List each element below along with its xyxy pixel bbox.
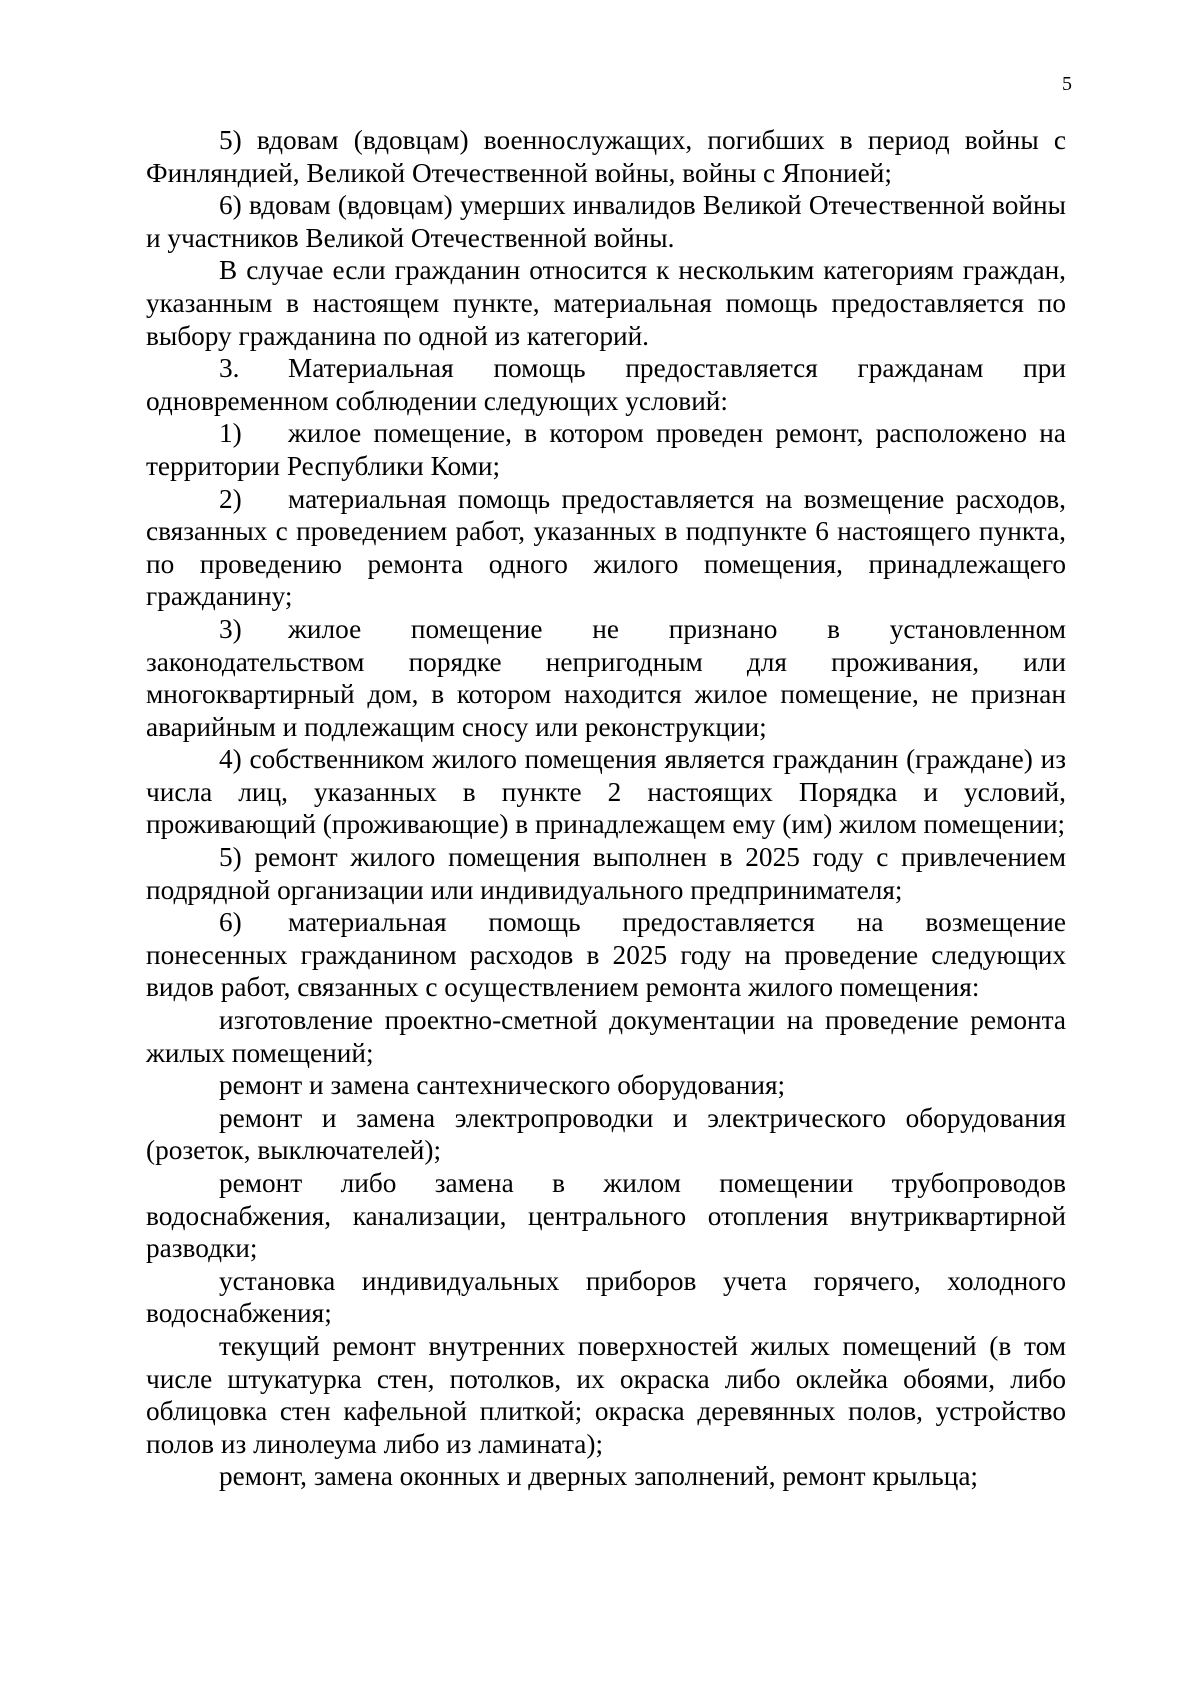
paragraph-number: 3) — [219, 613, 242, 644]
paragraph — [146, 1265, 1066, 1330]
paragraph-text: ремонт либо замена в жилом помещении трубопроводов водоснабжения, канализации, центрального отопления внутриквартирной разводки; — [146, 1168, 1066, 1264]
paragraph-text: жилое помещение не признано в установленном законодательством порядке непригодным для проживания, или многоквартирный дом, в котором находится жилое помещение, не признан аварийным и подлежащим сносу или реконструкции; — [146, 613, 1066, 742]
paragraph-text: изготовление проектно-сметной документации на проведение ремонта жилых помещений; — [146, 1005, 1066, 1068]
paragraph — [146, 1460, 1066, 1493]
document-body — [146, 124, 1066, 1493]
paragraph-text: материальная помощь предоставляется на возмещение понесенных гражданином расходов в 2025 году на проведение следующих видов работ, связанных с осуществлением ремонта жилого помещения: — [146, 907, 1066, 1003]
paragraph-number: 2) — [219, 483, 242, 514]
paragraph-text: 5) вдовам (вдовцам) военнослужащих, погибших в период войны с Финляндией, Великой Отечественной войны, войны с Японией; — [146, 125, 1066, 188]
paragraph — [146, 1069, 1066, 1102]
paragraph-text: 5) ремонт жилого помещения выполнен в 2025 году с привлечением подрядной организации или индивидуального предпринимателя; — [146, 842, 1066, 905]
paragraph-text: жилое помещение, в котором проведен ремонт, расположено на территории Республики Коми; — [146, 418, 1066, 481]
paragraph — [146, 743, 1066, 841]
paragraph — [146, 254, 1066, 352]
paragraph-text: 6) вдовам (вдовцам) умерших инвалидов Великой Отечественной войны и участников Великой Отечественной войны. — [146, 190, 1066, 253]
paragraph — [146, 841, 1066, 906]
paragraph — [146, 483, 1066, 613]
paragraph — [146, 1167, 1066, 1265]
paragraph — [146, 417, 1066, 482]
paragraph-text: ремонт и замена электропроводки и электрического оборудования (розеток, выключателей); — [146, 1102, 1066, 1166]
paragraph-text: ремонт и замена сантехнического оборудования; — [219, 1070, 786, 1101]
paragraph-text: 4) собственником жилого помещения является гражданин (граждане) из числа лиц, указанных в пункте 2 настоящих Порядка и условий, проживающий (проживающие) в принадлежащем ему (им) жилом помещении; — [146, 744, 1066, 840]
paragraph-number: 1) — [219, 418, 242, 449]
paragraph-number: 3. — [219, 353, 240, 384]
paragraph — [146, 1330, 1066, 1460]
paragraph — [146, 1102, 1066, 1167]
paragraph-text: установка индивидуальных приборов учета горячего, холодного водоснабжения; — [146, 1265, 1066, 1329]
paragraph — [146, 124, 1066, 189]
paragraph-text: текущий ремонт внутренних поверхностей жилых помещений (в том числе штукатурка стен, потолков, их окраска либо оклейка обоями, либо облицовка стен кафельной плиткой; окраска деревянных полов, устройство полов из линолеума либо из ламината); — [146, 1330, 1066, 1459]
paragraph — [146, 352, 1066, 417]
paragraph-text: Материальная помощь предоставляется гражданам при одновременном соблюдении следующих условий: — [146, 353, 1066, 416]
paragraph — [146, 189, 1066, 254]
paragraph-text: В случае если гражданин относится к нескольким категориям граждан, указанным в настоящем пункте, материальная помощь предоставляется по выбору гражданина по одной из категорий. — [146, 255, 1066, 351]
paragraph — [146, 1004, 1066, 1069]
paragraph — [146, 906, 1066, 1004]
paragraph-text: ремонт, замена оконных и дверных заполнений, ремонт крыльца; — [219, 1461, 979, 1492]
page-number: 5 — [1062, 73, 1072, 95]
paragraph-number: 6) — [219, 907, 242, 938]
paragraph — [146, 613, 1066, 743]
paragraph-text: материальная помощь предоставляется на возмещение расходов, связанных с проведением работ, указанных в подпункте 6 настоящего пункта, по проведению ремонта одного жилого помещения, принадлежащего гражданину; — [146, 483, 1066, 612]
